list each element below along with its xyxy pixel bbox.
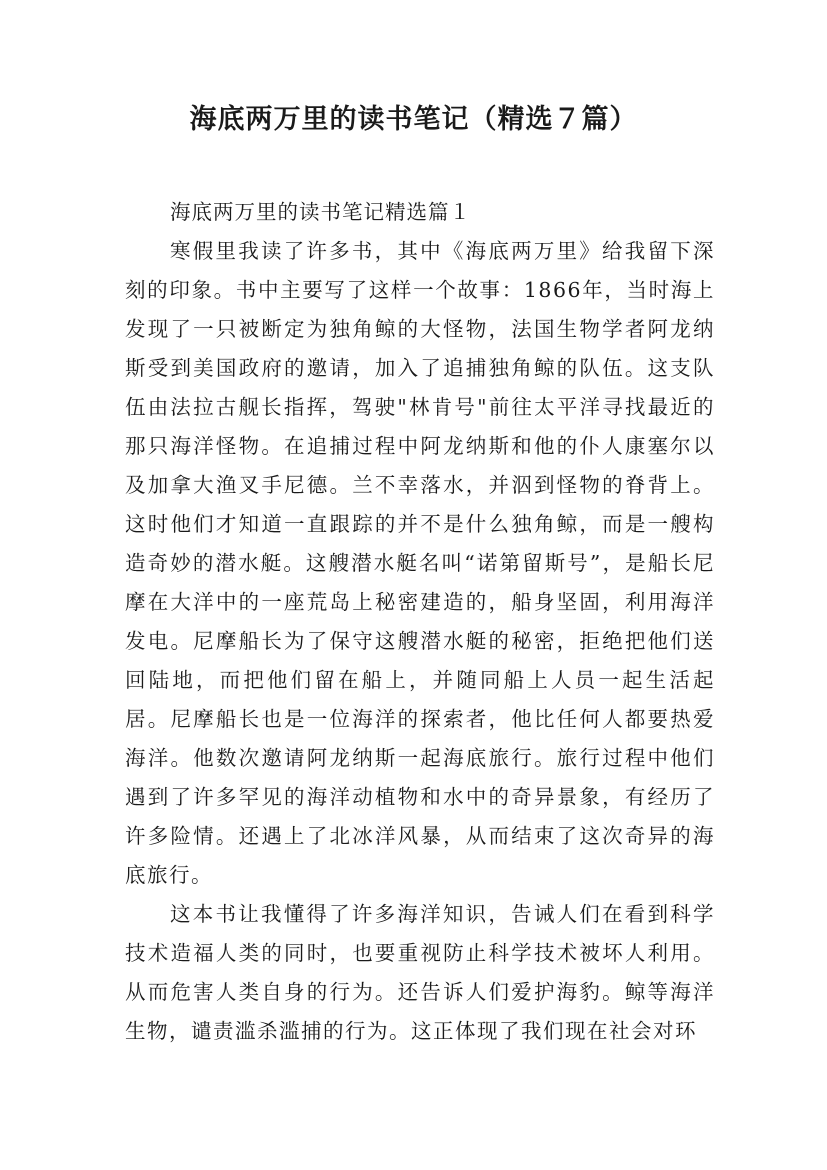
document-body bbox=[125, 192, 715, 1051]
paragraph-2: 这本书让我懂得了许多海洋知识，告诫人们在看到科学技术造福人类的同时，也要重视防止科学技术被坏人利用。从而危害人类自身的行为。还告诉人们爱护海豹。鲸等海洋生物，谴责滥杀滥捕的行为。这正体现了我们现在社会对环 bbox=[125, 902, 715, 1043]
section-heading: 海底两万里的读书笔记精选篇１ bbox=[170, 200, 471, 224]
document-title: 海底两万里的读书笔记（精选７篇） bbox=[189, 104, 638, 135]
paragraph-1: 寒假里我读了许多书，其中《海底两万里》给我留下深刻的印象。书中主要写了这样一个故事：1866年，当时海上发现了一只被断定为独角鲸的大怪物，法国生物学者阿龙纳斯受到美国政府的邀请，加入了追捕独角鲸的队伍。这支队伍由法拉古舰长指挥，驾驶"林肯号"前往太平洋寻找最近的那只海洋怪物。在追捕过程中阿龙纳斯和他的仆人康塞尔以及加拿大渔叉手尼德。兰不幸落水，并泅到怪物的脊背上。这时他们才知道一直跟踪的并不是什么独角鲸，而是一艘构造奇妙的潜水艇。这艘潜水艇名叫“诺第留斯号”，是船长尼摩在大洋中的一座荒岛上秘密建造的，船身坚固，利用海洋发电。尼摩船长为了保守这艘潜水艇的秘密，拒绝把他们送回陆地，而把他们留在船上，并随同船上人员一起生活起居。尼摩船长也是一位海洋的探索者，他比任何人都要热爱海洋。他数次邀请阿龙纳斯一起海底旅行。旅行过程中他们遇到了许多罕见的海洋动植物和水中的奇异景象，有经历了许多险情。还遇上了北冰洋风暴，从而结束了这次奇异的海底旅行。 bbox=[125, 239, 715, 887]
